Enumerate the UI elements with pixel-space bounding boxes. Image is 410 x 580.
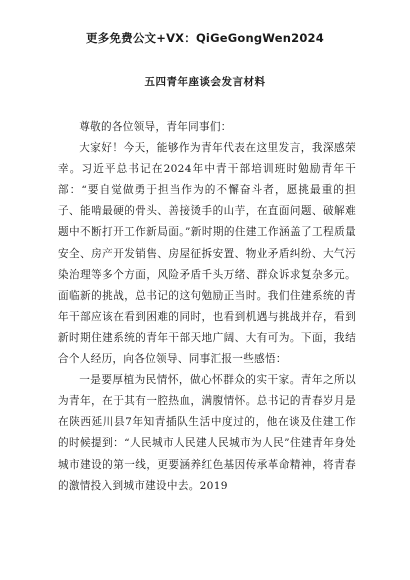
salutation-paragraph: 尊敬的各位领导，青年同事们： [79, 121, 232, 133]
body-paragraph: 一是要厚植为民情怀，做心怀群众的实干家。青年之所以为青年，在于其有一腔热血，满腹情怀。总书记的青春岁月是在陕西延川县7年知青插队生活中度过的，他在谈及住建工作的时候提到：“人民城市人民建人民城市为人民”住建青年身处城市建设的第一线，更要涵养红色基因传承革命精神，将青春的激情投入到城市建设中去。2019 [58, 374, 356, 492]
document-body [58, 117, 356, 497]
body-paragraph: 大家好！今天，能够作为青年代表在这里发言，我深感荣幸。习近平总书记在2024年中青干部培训班时勉励青年干部：“要自觉做勇于担当作为的不懈奋斗者，愿挑最重的担子、能啃最硬的骨头、善接烫手的山芋，在直面问题、破解难题中不断打开工作新局面。”新时期的住建工作涵盖了工程质量安全、房产开发销售、房屋征拆安置、物业矛盾纠纷、大气污染治理等多个方面，风险矛盾千头万绪、群众诉求复杂多元。面临新的挑战，总书记的这句勉励正当时。我们住建系统的青年干部应该在看到困难的同时，也看到机遇与挑战并存，看到新时期住建系统的青年干部天地广阔、大有可为。下面，我结合个人经历，向各位领导、同事汇报一些感悟： [58, 142, 356, 366]
promo-header: 更多免费公文+VX：QiGeGongWen2024 [86, 31, 324, 45]
document-title: 五四青年座谈会发言材料 [144, 76, 266, 88]
